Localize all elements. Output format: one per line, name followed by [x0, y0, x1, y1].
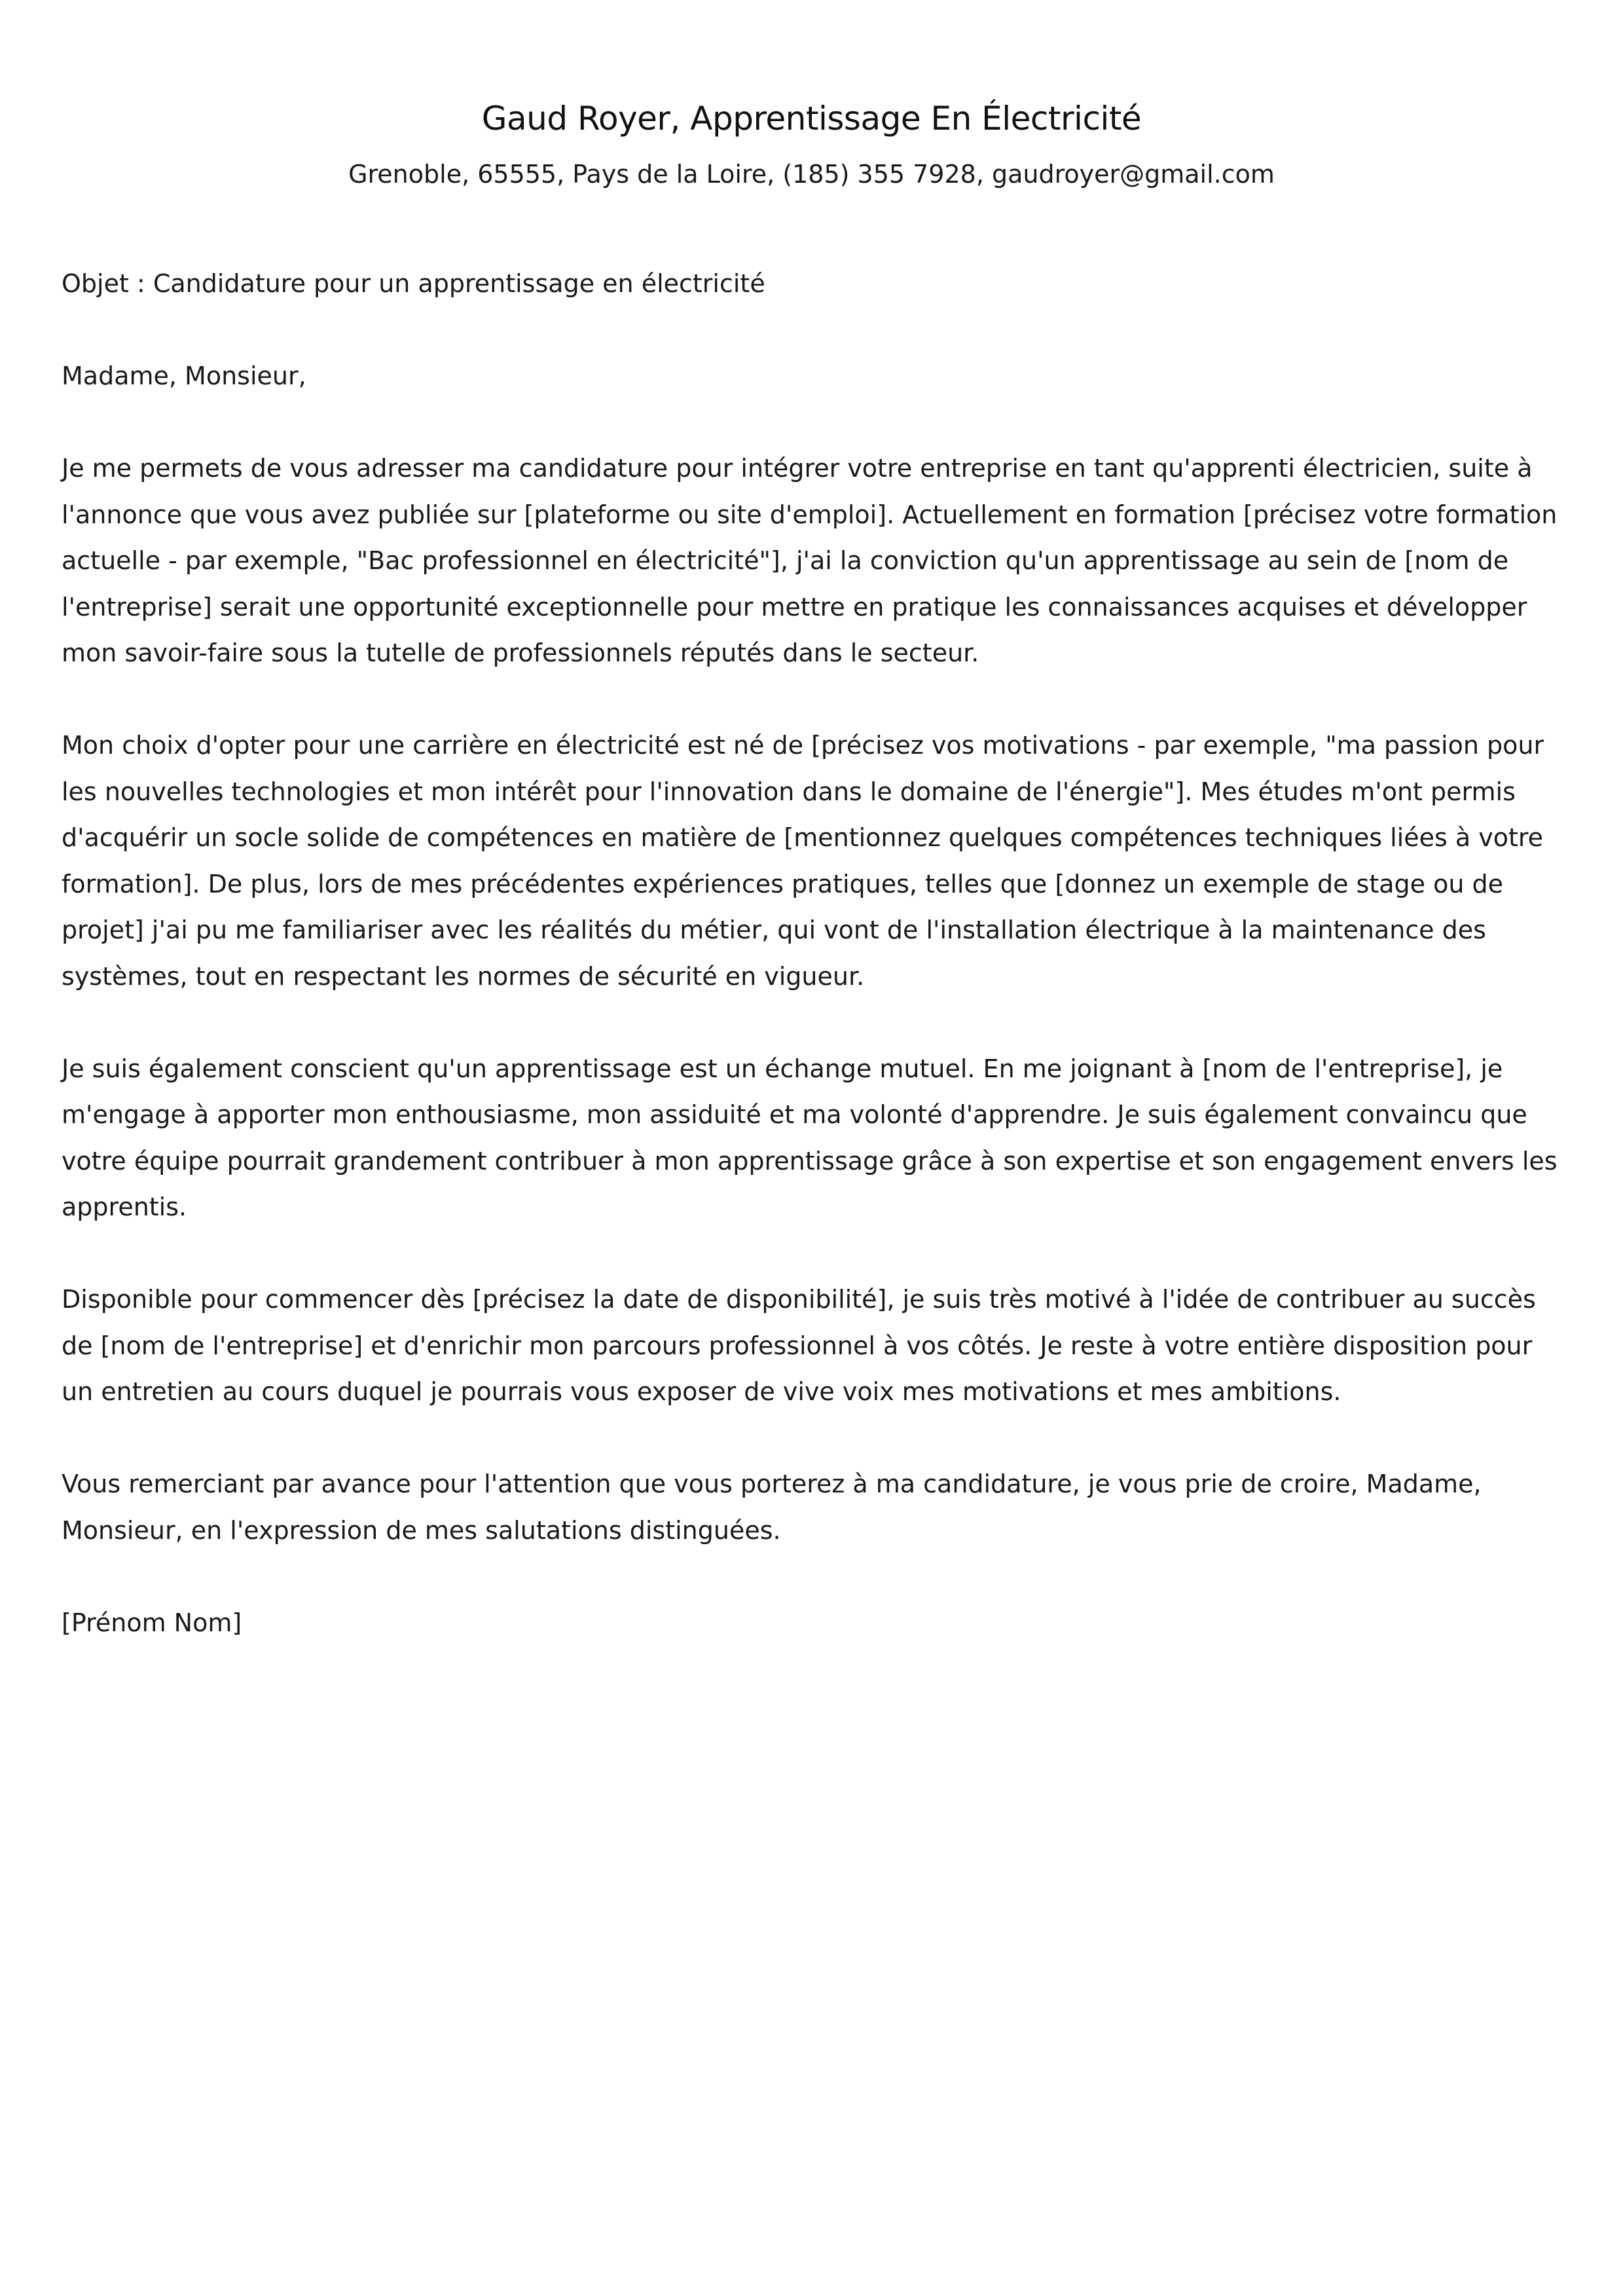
letter-paragraph-1: Je me permets de vous adresser ma candidature pour intégrer votre entreprise en tant qu'apprenti électricien, suite à l'annonce que vous avez publiée sur [plateforme ou site d'emploi]. Actuellement en formation [précisez votre formation actuelle - par exemple, "Bac professionnel en électricité"], j'ai la conviction qu'un apprentissage au sein de [nom de l'entreprise] serait une opportunité exceptionnelle pour mettre en pratique les connaissances acquises et développer mon savoir-faire sous la tutelle de professionnels réputés dans le secteur.	[62, 454, 1558, 667]
letter-salutation: Madame, Monsieur,	[62, 361, 306, 390]
letter-paragraph-4: Disponible pour commencer dès [précisez la date de disponibilité], je suis très motivé à l'idée de contribuer au succès de [nom de l'entreprise] et d'enrichir mon parcours professionnel à vos côtés. Je reste à votre entière disposition pour un entretien au cours duquel je pourrais vous exposer de vive voix mes motivations et mes ambitions.	[62, 1285, 1536, 1406]
letter-signature: [Prénom Nom]	[62, 1608, 242, 1637]
letter-paragraph-2: Mon choix d'opter pour une carrière en électricité est né de [précisez vos motivations - par exemple, "ma passion pour les nouvelles technologies et mon intérêt pour l'innovation dans le domaine de l'énergie"]. Mes études m'ont permis d'acquérir un socle solide de compétences en matière de [mentionnez quelques compétences techniques liées à votre formation]. De plus, lors de mes précédentes expériences pratiques, telles que [donnez un exemple de stage ou de projet] j'ai pu me familiariser avec les réalités du métier, qui vont de l'installation électrique à la maintenance des systèmes, tout en respectant les normes de sécurité en vigueur.	[62, 731, 1544, 991]
letter-paragraph-5: Vous remerciant par avance pour l'attention que vous porterez à ma candidature, je vous prie de croire, Madame, Monsieur, en l'expression de mes salutations distinguées.	[62, 1470, 1482, 1545]
letter-subject: Objet : Candidature pour un apprentissage en électricité	[62, 269, 765, 298]
applicant-name-title: Gaud Royer, Apprentissage En Électricité	[481, 100, 1142, 138]
applicant-contact: Grenoble, 65555, Pays de la Loire, (185) 355 7928, gaudroyer@gmail.com	[348, 160, 1275, 189]
letter-paragraph-3: Je suis également conscient qu'un apprentissage est un échange mutuel. En me joignant à [nom de l'entreprise], je m'engage à apporter mon enthousiasme, mon assiduité et ma volonté d'apprendre. Je suis également convaincu que votre équipe pourrait grandement contribuer à mon apprentissage grâce à son expertise et son engagement envers les apprentis.	[62, 1054, 1558, 1221]
letter-body	[62, 261, 1561, 1646]
letter-header	[62, 0, 1561, 191]
